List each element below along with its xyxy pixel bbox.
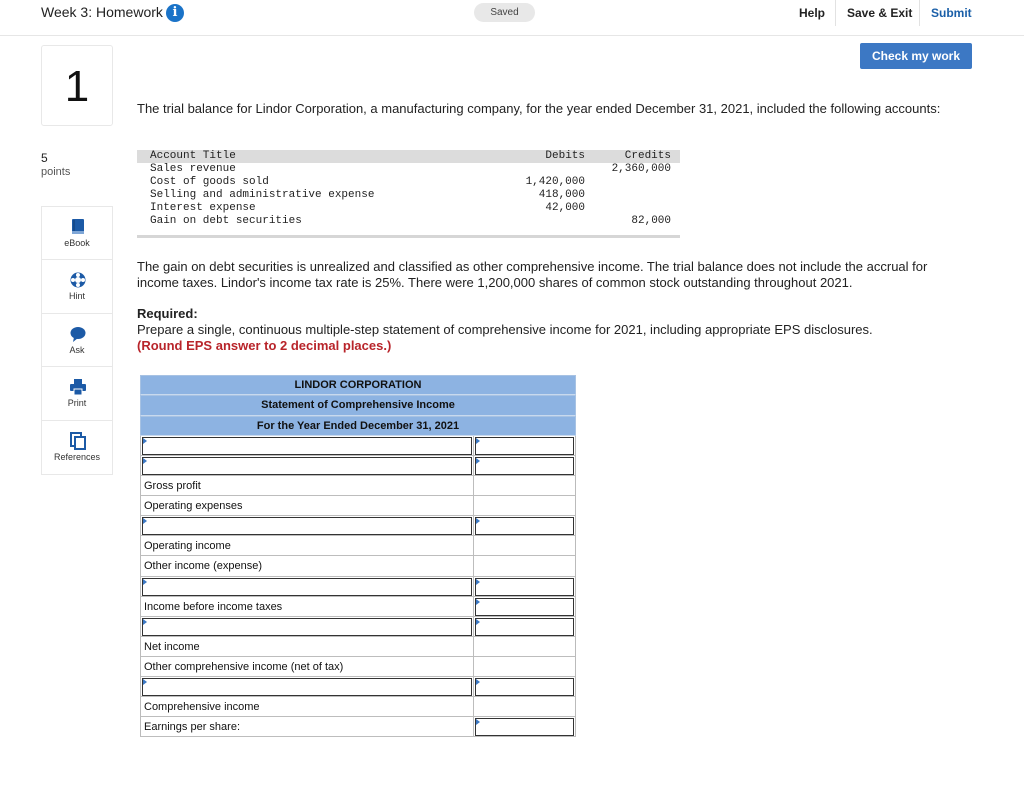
saved-indicator: Saved [474, 3, 535, 22]
statement-amount-cell[interactable] [474, 677, 575, 696]
statement-amount-cell[interactable] [474, 516, 575, 535]
trial-balance-table [137, 149, 680, 239]
dropdown-arrow-icon [143, 679, 147, 685]
statement-amount-cell [474, 476, 575, 495]
statement-label-cell [141, 556, 474, 575]
column-header-account-title: Account Title [150, 150, 236, 162]
tools-panel [41, 206, 113, 475]
amount-input[interactable] [475, 437, 574, 455]
dropdown-arrow-icon [143, 579, 147, 585]
statement-label-cell [141, 717, 474, 736]
check-my-work-button[interactable]: Check my work [860, 43, 972, 69]
account-title: Interest expense [150, 202, 256, 214]
statement-amount-cell [474, 536, 575, 555]
statement-row [140, 496, 576, 516]
statement-label-cell [141, 657, 474, 676]
statement-period: For the Year Ended December 31, 2021 [140, 416, 576, 436]
input-marker-icon [476, 458, 480, 464]
debit-value: 418,000 [538, 189, 585, 201]
account-select-input[interactable] [142, 437, 472, 455]
amount-input[interactable] [475, 598, 574, 616]
statement-amount-cell [474, 496, 575, 515]
statement-rows [140, 436, 576, 737]
print-icon [69, 378, 87, 396]
dropdown-arrow-icon [143, 619, 147, 625]
tool-label: References [53, 451, 101, 462]
input-marker-icon [476, 579, 480, 585]
assignment-title: Week 3: Homework [41, 4, 163, 20]
dropdown-arrow-icon [143, 438, 147, 444]
statement-amount-cell[interactable] [474, 436, 575, 455]
statement-row [140, 556, 576, 576]
statement-amount-cell[interactable] [474, 717, 575, 736]
input-marker-icon [476, 679, 480, 685]
points-label: points [41, 166, 71, 178]
statement-label-cell[interactable] [141, 456, 474, 475]
tool-label: Ask [69, 344, 85, 355]
statement-amount-cell[interactable] [474, 577, 575, 596]
print-tool[interactable] [42, 367, 112, 420]
statement-table [140, 375, 576, 737]
statement-row [140, 717, 576, 737]
statement-amount-cell [474, 637, 575, 656]
column-header-credits: Credits [624, 150, 671, 162]
dropdown-arrow-icon [143, 458, 147, 464]
statement-row [140, 577, 576, 597]
statement-amount-cell [474, 697, 575, 716]
amount-input[interactable] [475, 618, 574, 636]
statement-line-label: Operating expenses [144, 500, 243, 513]
references-tool[interactable] [42, 421, 112, 474]
statement-row [140, 456, 576, 476]
statement-name: Statement of Comprehensive Income [140, 395, 576, 415]
save-exit-link[interactable]: Save & Exit [847, 6, 913, 20]
amount-input[interactable] [475, 678, 574, 696]
statement-row [140, 617, 576, 637]
statement-label-cell [141, 597, 474, 616]
statement-row [140, 516, 576, 536]
ask-tool[interactable] [42, 314, 112, 367]
amount-input[interactable] [475, 578, 574, 596]
debit-value: 1,420,000 [525, 176, 585, 188]
ask-icon [69, 325, 87, 343]
input-marker-icon [476, 619, 480, 625]
statement-line-label: Comprehensive income [144, 701, 260, 714]
input-marker-icon [476, 518, 480, 524]
statement-label-cell [141, 637, 474, 656]
statement-line-label: Income before income taxes [144, 600, 283, 613]
debit-value: 42,000 [545, 202, 585, 214]
submit-link[interactable]: Submit [931, 6, 972, 20]
ebook-icon [69, 218, 87, 236]
tool-label: Print [67, 398, 87, 409]
amount-input[interactable] [475, 517, 574, 535]
statement-amount-cell [474, 556, 575, 575]
account-select-input[interactable] [142, 578, 472, 596]
statement-row [140, 536, 576, 556]
input-marker-icon [476, 719, 480, 725]
rounding-note: (Round EPS answer to 2 decimal places.) [137, 338, 392, 353]
statement-line-label: Net income [144, 640, 200, 653]
statement-row [140, 637, 576, 657]
credit-value: 82,000 [631, 215, 671, 227]
statement-amount-cell[interactable] [474, 456, 575, 475]
question-number: 1 [41, 45, 113, 126]
account-select-input[interactable] [142, 517, 472, 535]
input-marker-icon [476, 599, 480, 605]
hint-tool[interactable] [42, 260, 112, 313]
amount-input[interactable] [475, 457, 574, 475]
statement-line-label: Operating income [144, 540, 231, 553]
statement-label-cell [141, 476, 474, 495]
credit-value: 2,360,000 [611, 163, 671, 175]
statement-row [140, 657, 576, 677]
account-select-input[interactable] [142, 678, 472, 696]
statement-company: LINDOR CORPORATION [140, 375, 576, 395]
account-select-input[interactable] [142, 618, 472, 636]
account-title: Cost of goods sold [150, 176, 269, 188]
statement-label-cell [141, 697, 474, 716]
tool-label: Hint [68, 291, 85, 302]
required-text: Prepare a single, continuous multiple-step statement of comprehensive income for 2021, including appropriate EPS disclosures. [137, 322, 873, 337]
account-title: Selling and administrative expense [150, 189, 375, 201]
hint-icon [69, 271, 87, 289]
statement-label-cell[interactable] [141, 677, 474, 696]
statement-label-cell[interactable] [141, 516, 474, 535]
trial-balance-bottom-rule [137, 235, 680, 238]
statement-line-label: Gross profit [144, 480, 201, 493]
statement-label-cell[interactable] [141, 617, 474, 636]
amount-input[interactable] [475, 718, 574, 736]
required-title: Required: [137, 306, 198, 321]
intro-text: The trial balance for Lindor Corporation, a manufacturing company, for the year ended December 31, 2021, included the following accounts: [137, 101, 941, 116]
account-select-input[interactable] [142, 457, 472, 475]
top-bar [0, 0, 1024, 36]
statement-label-cell [141, 496, 474, 515]
statement-label-cell[interactable] [141, 577, 474, 596]
header-divider [835, 0, 836, 26]
ebook-tool[interactable] [42, 207, 112, 260]
statement-amount-cell[interactable] [474, 617, 575, 636]
tool-label: eBook [64, 238, 90, 248]
references-icon [69, 432, 87, 450]
statement-line-label: Earnings per share: [144, 721, 240, 734]
help-link[interactable]: Help [799, 6, 826, 20]
statement-row [140, 697, 576, 717]
statement-row [140, 597, 576, 617]
account-title: Sales revenue [150, 163, 236, 175]
header-divider [919, 0, 920, 26]
statement-amount-cell [474, 657, 575, 676]
statement-label-cell [141, 536, 474, 555]
statement-line-label: Other income (expense) [144, 560, 262, 573]
statement-line-label: Other comprehensive income (net of tax) [144, 660, 344, 673]
statement-row [140, 436, 576, 456]
points-value: 5 [41, 151, 48, 165]
dropdown-arrow-icon [143, 518, 147, 524]
statement-label-cell[interactable] [141, 436, 474, 455]
column-header-debits: Debits [545, 150, 585, 162]
statement-amount-cell[interactable] [474, 597, 575, 616]
account-title: Gain on debt securities [150, 215, 302, 227]
statement-row [140, 476, 576, 496]
info-icon[interactable]: i [166, 4, 184, 22]
input-marker-icon [476, 438, 480, 444]
statement-row [140, 677, 576, 697]
info-text: The gain on debt securities is unrealized and classified as other comprehensive income. The trial balance does not include the accrual for income taxes. Lindor's income tax rate is 25%. There were 1,200,000 shares of common stock outstanding throughout 2021. [137, 259, 928, 290]
